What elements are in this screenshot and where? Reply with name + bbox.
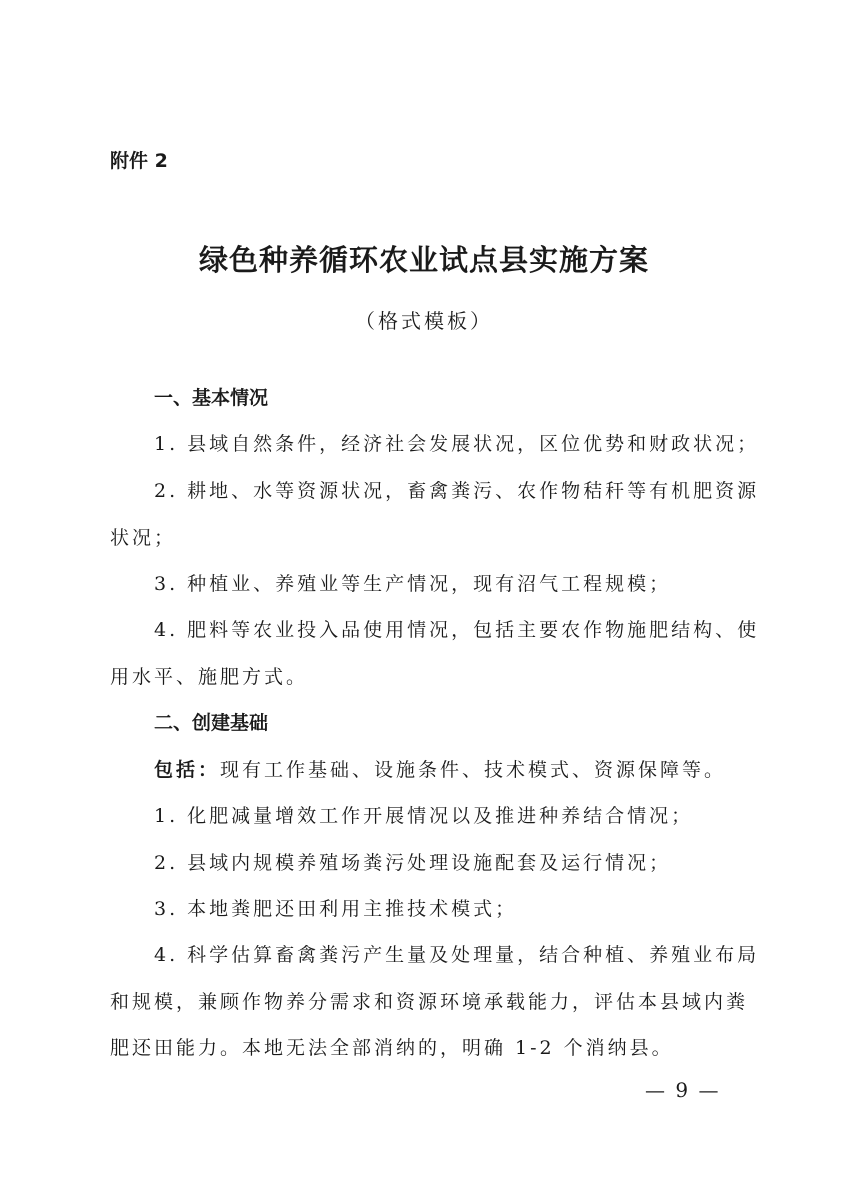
paragraph-line: 用水平、施肥方式。 — [110, 666, 309, 688]
document-subtitle: （格式模板） — [355, 309, 493, 333]
intro-text: 现有工作基础、设施条件、技术模式、资源保障等。 — [220, 759, 727, 781]
paragraph-line — [154, 755, 726, 782]
paragraph-line: 状况； — [110, 527, 177, 549]
attachment-label: 附件 2 — [110, 150, 168, 172]
paragraph-line: 3. 种植业、养殖业等生产情况，现有沼气工程规模； — [154, 573, 672, 595]
page-number: — 9 — — [645, 1078, 721, 1102]
document-title: 绿色种养循环农业试点县实施方案 — [198, 243, 649, 277]
paragraph-line: 4. 肥料等农业投入品使用情况，包括主要农作物施肥结构、使 — [154, 619, 760, 641]
paragraph-line: 3. 本地粪肥还田利用主推技术模式； — [154, 898, 518, 920]
section-heading-basic-situation: 一、基本情况 — [154, 387, 269, 409]
intro-label: 包括： — [154, 759, 221, 781]
paragraph-line: 肥还田能力。本地无法全部消纳的，明确 1-2 个消纳县。 — [110, 1037, 674, 1059]
paragraph-line: 1. 化肥减量增效工作开展情况以及推进种养结合情况； — [154, 805, 694, 827]
section-heading-creation-basis: 二、创建基础 — [154, 712, 269, 734]
paragraph-line: 4. 科学估算畜禽粪污产生量及处理量，结合种植、养殖业布局 — [154, 944, 760, 966]
paragraph-line: 和规模，兼顾作物养分需求和资源环境承载能力，评估本县域内粪 — [110, 991, 749, 1013]
paragraph-line: 1. 县域自然条件，经济社会发展状况，区位优势和财政状况； — [154, 433, 760, 455]
paragraph-line: 2. 县域内规模养殖场粪污处理设施配套及运行情况； — [154, 852, 672, 874]
paragraph-line: 2. 耕地、水等资源状况，畜禽粪污、农作物秸秆等有机肥资源 — [154, 480, 760, 502]
